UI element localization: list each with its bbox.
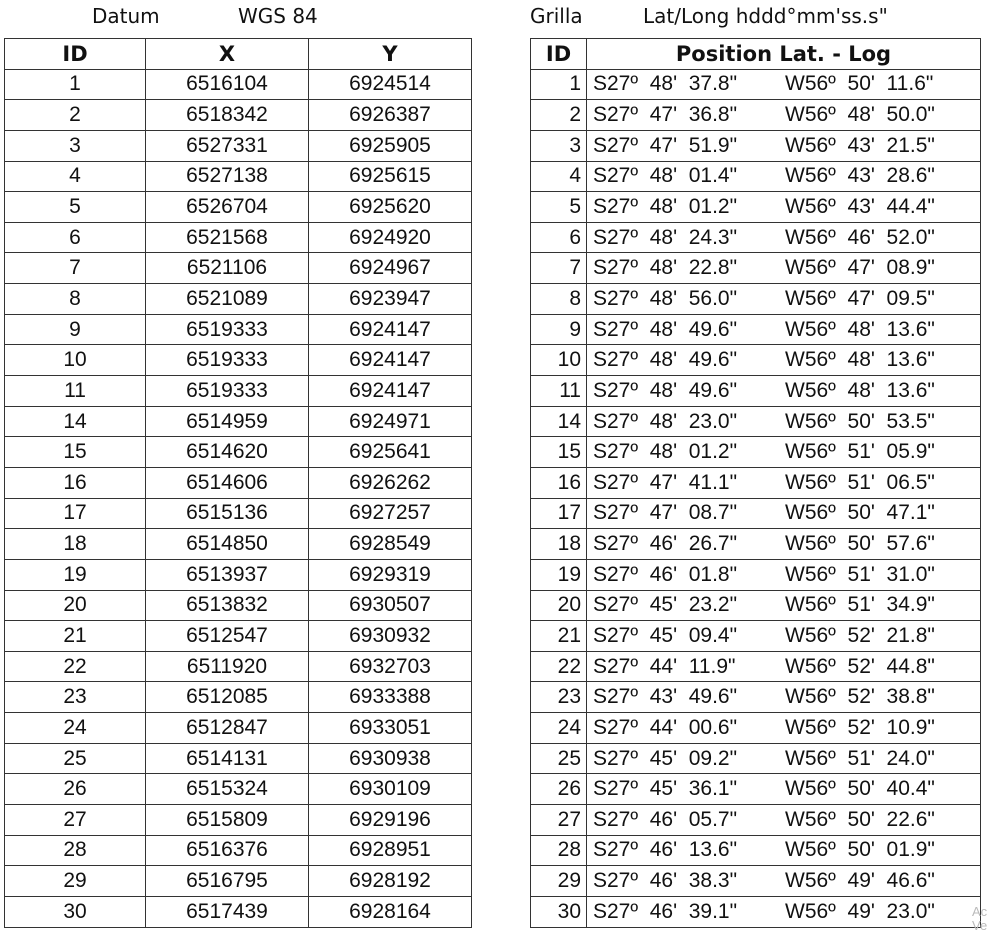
x-cell: 6514959 <box>146 406 309 437</box>
id-cell: 29 <box>531 866 587 897</box>
longitude: W56º 47' 08.9" <box>785 256 935 280</box>
longitude: W56º 50' 47.1" <box>785 501 935 525</box>
y-cell: 6925620 <box>309 192 472 223</box>
table-row <box>5 69 472 100</box>
longitude: W56º 51' 34.9" <box>785 593 935 617</box>
position-cell <box>587 866 981 897</box>
id-cell: 4 <box>531 161 587 192</box>
watermark-line: Ac <box>972 904 987 919</box>
x-cell: 6521568 <box>146 222 309 253</box>
longitude: W56º 47' 09.5" <box>785 286 935 310</box>
table-row <box>531 192 981 223</box>
table-row <box>531 253 981 284</box>
x-cell: 6516795 <box>146 866 309 897</box>
latitude: S27º 48' 22.8" <box>593 256 738 280</box>
y-cell: 6925641 <box>309 437 472 468</box>
position-cell <box>587 222 981 253</box>
x-cell: 6512085 <box>146 682 309 713</box>
y-cell: 6933051 <box>309 713 472 744</box>
id-cell: 15 <box>531 437 587 468</box>
latitude: S27º 48' 49.6" <box>593 348 738 372</box>
table-row <box>5 376 472 407</box>
table-row <box>531 406 981 437</box>
x-cell: 6526704 <box>146 192 309 223</box>
x-cell: 6514850 <box>146 529 309 560</box>
table-row <box>5 621 472 652</box>
position-cell <box>587 192 981 223</box>
latitude: S27º 48' 37.8" <box>593 72 738 96</box>
longitude: W56º 48' 13.6" <box>785 378 935 402</box>
latitude: S27º 45' 09.2" <box>593 746 738 770</box>
latitude: S27º 46' 38.3" <box>593 869 738 893</box>
latitude: S27º 48' 49.6" <box>593 317 738 341</box>
longitude: W56º 50' 01.9" <box>785 838 935 862</box>
y-cell: 6924147 <box>309 345 472 376</box>
id-cell: 22 <box>531 651 587 682</box>
x-cell: 6519333 <box>146 376 309 407</box>
table-row <box>531 376 981 407</box>
longitude: W56º 43' 21.5" <box>785 133 935 157</box>
longitude: W56º 50' 11.6" <box>785 72 934 96</box>
table-row <box>531 130 981 161</box>
id-cell: 28 <box>5 835 146 866</box>
longitude: W56º 51' 06.5" <box>785 470 935 494</box>
latitude: S27º 48' 01.2" <box>593 195 738 219</box>
table-row <box>5 651 472 682</box>
watermark <box>972 905 987 933</box>
position-cell <box>587 69 981 100</box>
id-cell: 10 <box>5 345 146 376</box>
id-cell: 20 <box>5 590 146 621</box>
table-row <box>5 467 472 498</box>
position-cell <box>587 835 981 866</box>
x-cell: 6516376 <box>146 835 309 866</box>
id-cell: 20 <box>531 590 587 621</box>
longitude: W56º 48' 13.6" <box>785 348 935 372</box>
x-cell: 6513937 <box>146 559 309 590</box>
table-row <box>531 437 981 468</box>
x-cell: 6518342 <box>146 100 309 131</box>
datum-value: WGS 84 <box>238 4 318 28</box>
table-row <box>5 161 472 192</box>
table-row <box>5 743 472 774</box>
longitude: W56º 52' 10.9" <box>785 715 935 739</box>
id-cell: 6 <box>531 222 587 253</box>
longitude: W56º 46' 52.0" <box>785 225 935 249</box>
position-cell <box>587 376 981 407</box>
latitude: S27º 47' 36.8" <box>593 103 738 127</box>
y-cell: 6925615 <box>309 161 472 192</box>
table-row <box>531 896 981 927</box>
latitude: S27º 46' 26.7" <box>593 532 738 556</box>
position-cell <box>587 284 981 315</box>
latitude: S27º 46' 05.7" <box>593 807 738 831</box>
x-cell: 6517439 <box>146 896 309 927</box>
id-cell: 30 <box>5 896 146 927</box>
id-cell: 3 <box>5 130 146 161</box>
table-row <box>5 866 472 897</box>
table-row <box>5 529 472 560</box>
id-cell: 5 <box>5 192 146 223</box>
id-cell: 24 <box>531 713 587 744</box>
position-cell <box>587 682 981 713</box>
id-cell: 23 <box>5 682 146 713</box>
longitude: W56º 52' 21.8" <box>785 623 935 647</box>
id-cell: 5 <box>531 192 587 223</box>
x-cell: 6511920 <box>146 651 309 682</box>
position-cell <box>587 437 981 468</box>
id-cell: 21 <box>5 621 146 652</box>
table-row <box>5 345 472 376</box>
latitude: S27º 47' 08.7" <box>593 501 738 525</box>
id-cell: 9 <box>531 314 587 345</box>
column-header: ID <box>531 39 587 70</box>
table-row <box>531 621 981 652</box>
id-cell: 25 <box>5 743 146 774</box>
longitude: W56º 43' 28.6" <box>785 164 935 188</box>
table-row <box>5 713 472 744</box>
longitude: W56º 51' 05.9" <box>785 440 935 464</box>
datum-label: Datum <box>92 4 160 28</box>
id-cell: 17 <box>5 498 146 529</box>
x-cell: 6519333 <box>146 345 309 376</box>
datum-header <box>0 4 470 34</box>
id-cell: 7 <box>5 253 146 284</box>
y-cell: 6924514 <box>309 69 472 100</box>
longitude: W56º 50' 22.6" <box>785 807 935 831</box>
position-cell <box>587 467 981 498</box>
x-cell: 6521089 <box>146 284 309 315</box>
id-cell: 9 <box>5 314 146 345</box>
x-cell: 6514620 <box>146 437 309 468</box>
y-cell: 6928192 <box>309 866 472 897</box>
table-row <box>531 835 981 866</box>
table-row <box>5 314 472 345</box>
table-row <box>5 100 472 131</box>
x-cell: 6512547 <box>146 621 309 652</box>
column-header: X <box>146 39 309 70</box>
y-cell: 6927257 <box>309 498 472 529</box>
id-cell: 27 <box>5 805 146 836</box>
grid-label: Grilla <box>530 4 583 28</box>
id-cell: 16 <box>5 467 146 498</box>
position-cell <box>587 498 981 529</box>
table-row <box>5 805 472 836</box>
id-cell: 25 <box>531 743 587 774</box>
latitude: S27º 47' 41.1" <box>593 470 738 494</box>
positions-table <box>530 38 981 928</box>
grid-value: Lat/Long hddd°mm'ss.s" <box>643 4 888 28</box>
position-cell <box>587 651 981 682</box>
table-row <box>5 406 472 437</box>
table-row <box>531 529 981 560</box>
column-header: Position Lat. - Log <box>587 39 981 70</box>
table-row <box>531 743 981 774</box>
table-row <box>531 651 981 682</box>
longitude: W56º 49' 23.0" <box>785 899 935 923</box>
position-cell <box>587 743 981 774</box>
id-cell: 24 <box>5 713 146 744</box>
id-cell: 2 <box>531 100 587 131</box>
x-cell: 6513832 <box>146 590 309 621</box>
position-cell <box>587 314 981 345</box>
table-row <box>531 559 981 590</box>
id-cell: 18 <box>531 529 587 560</box>
table-row <box>531 222 981 253</box>
table-row <box>5 835 472 866</box>
position-cell <box>587 100 981 131</box>
id-cell: 14 <box>531 406 587 437</box>
y-cell: 6933388 <box>309 682 472 713</box>
id-cell: 18 <box>5 529 146 560</box>
latitude: S27º 48' 01.2" <box>593 440 738 464</box>
longitude: W56º 50' 53.5" <box>785 409 935 433</box>
id-cell: 27 <box>531 805 587 836</box>
y-cell: 6926387 <box>309 100 472 131</box>
table-row <box>531 498 981 529</box>
id-cell: 7 <box>531 253 587 284</box>
id-cell: 17 <box>531 498 587 529</box>
id-cell: 22 <box>5 651 146 682</box>
table-row <box>531 69 981 100</box>
latitude: S27º 47' 51.9" <box>593 133 738 157</box>
latitude: S27º 44' 00.6" <box>593 715 738 739</box>
x-cell: 6515809 <box>146 805 309 836</box>
y-cell: 6925905 <box>309 130 472 161</box>
longitude: W56º 50' 57.6" <box>785 532 935 556</box>
position-cell <box>587 253 981 284</box>
table-row <box>531 467 981 498</box>
table-row <box>531 161 981 192</box>
column-header: Y <box>309 39 472 70</box>
table-row <box>5 192 472 223</box>
id-cell: 4 <box>5 161 146 192</box>
position-cell <box>587 774 981 805</box>
id-cell: 3 <box>531 130 587 161</box>
longitude: W56º 48' 50.0" <box>785 103 935 127</box>
y-cell: 6928549 <box>309 529 472 560</box>
table-row <box>5 284 472 315</box>
table-row <box>531 866 981 897</box>
x-cell: 6514606 <box>146 467 309 498</box>
position-cell <box>587 713 981 744</box>
y-cell: 6929196 <box>309 805 472 836</box>
id-cell: 1 <box>5 69 146 100</box>
latitude: S27º 46' 13.6" <box>593 838 738 862</box>
id-cell: 19 <box>531 559 587 590</box>
position-cell <box>587 345 981 376</box>
table-row <box>531 590 981 621</box>
latitude: S27º 46' 39.1" <box>593 899 738 923</box>
x-cell: 6519333 <box>146 314 309 345</box>
id-cell: 29 <box>5 866 146 897</box>
x-cell: 6515136 <box>146 498 309 529</box>
longitude: W56º 52' 38.8" <box>785 685 935 709</box>
y-cell: 6923947 <box>309 284 472 315</box>
y-cell: 6930932 <box>309 621 472 652</box>
y-cell: 6924147 <box>309 314 472 345</box>
table-row <box>5 437 472 468</box>
longitude: W56º 48' 13.6" <box>785 317 935 341</box>
id-cell: 23 <box>531 682 587 713</box>
id-cell: 26 <box>5 774 146 805</box>
table-row <box>531 284 981 315</box>
id-cell: 11 <box>531 376 587 407</box>
y-cell: 6924971 <box>309 406 472 437</box>
latitude: S27º 45' 09.4" <box>593 623 738 647</box>
watermark-line: Ve <box>972 918 987 933</box>
position-cell <box>587 621 981 652</box>
table-row <box>5 559 472 590</box>
x-cell: 6527138 <box>146 161 309 192</box>
table-header-row <box>5 39 472 70</box>
table-row <box>531 713 981 744</box>
id-cell: 15 <box>5 437 146 468</box>
y-cell: 6929319 <box>309 559 472 590</box>
table-row <box>531 100 981 131</box>
x-cell: 6521106 <box>146 253 309 284</box>
id-cell: 14 <box>5 406 146 437</box>
table-row <box>5 682 472 713</box>
y-cell: 6926262 <box>309 467 472 498</box>
longitude: W56º 49' 46.6" <box>785 869 935 893</box>
x-cell: 6515324 <box>146 774 309 805</box>
x-cell: 6514131 <box>146 743 309 774</box>
y-cell: 6924147 <box>309 376 472 407</box>
latitude: S27º 43' 49.6" <box>593 685 738 709</box>
y-cell: 6928164 <box>309 896 472 927</box>
y-cell: 6928951 <box>309 835 472 866</box>
x-cell: 6527331 <box>146 130 309 161</box>
id-cell: 6 <box>5 222 146 253</box>
y-cell: 6924920 <box>309 222 472 253</box>
table-row <box>531 682 981 713</box>
latitude: S27º 45' 36.1" <box>593 777 738 801</box>
x-cell: 6516104 <box>146 69 309 100</box>
y-cell: 6930938 <box>309 743 472 774</box>
position-cell <box>587 896 981 927</box>
id-cell: 19 <box>5 559 146 590</box>
id-cell: 1 <box>531 69 587 100</box>
table-row <box>531 805 981 836</box>
table-row <box>5 590 472 621</box>
id-cell: 26 <box>531 774 587 805</box>
grid-header <box>500 4 987 34</box>
table-row <box>5 896 472 927</box>
table-header-row <box>531 39 981 70</box>
longitude: W56º 51' 31.0" <box>785 562 935 586</box>
id-cell: 10 <box>531 345 587 376</box>
y-cell: 6924967 <box>309 253 472 284</box>
table-row <box>531 345 981 376</box>
column-header: ID <box>5 39 146 70</box>
position-cell <box>587 161 981 192</box>
id-cell: 8 <box>5 284 146 315</box>
latitude: S27º 48' 56.0" <box>593 286 738 310</box>
id-cell: 30 <box>531 896 587 927</box>
position-cell <box>587 130 981 161</box>
table-row <box>5 253 472 284</box>
position-cell <box>587 559 981 590</box>
latitude: S27º 45' 23.2" <box>593 593 738 617</box>
y-cell: 6930507 <box>309 590 472 621</box>
id-cell: 2 <box>5 100 146 131</box>
id-cell: 11 <box>5 376 146 407</box>
position-cell <box>587 805 981 836</box>
table-row <box>531 314 981 345</box>
table-row <box>531 774 981 805</box>
table-row <box>5 774 472 805</box>
longitude: W56º 43' 44.4" <box>785 195 935 219</box>
longitude: W56º 50' 40.4" <box>785 777 935 801</box>
y-cell: 6932703 <box>309 651 472 682</box>
id-cell: 28 <box>531 835 587 866</box>
latitude: S27º 48' 24.3" <box>593 225 738 249</box>
x-cell: 6512847 <box>146 713 309 744</box>
table-row <box>5 222 472 253</box>
coordinates-table <box>4 38 472 928</box>
longitude: W56º 51' 24.0" <box>785 746 935 770</box>
id-cell: 8 <box>531 284 587 315</box>
y-cell: 6930109 <box>309 774 472 805</box>
latitude: S27º 48' 01.4" <box>593 164 738 188</box>
position-cell <box>587 406 981 437</box>
table-row <box>5 130 472 161</box>
longitude: W56º 52' 44.8" <box>785 654 935 678</box>
id-cell: 21 <box>531 621 587 652</box>
latitude: S27º 48' 49.6" <box>593 378 738 402</box>
position-cell <box>587 590 981 621</box>
position-cell <box>587 529 981 560</box>
latitude: S27º 48' 23.0" <box>593 409 738 433</box>
id-cell: 16 <box>531 467 587 498</box>
table-row <box>5 498 472 529</box>
latitude: S27º 44' 11.9" <box>593 654 736 678</box>
latitude: S27º 46' 01.8" <box>593 562 738 586</box>
